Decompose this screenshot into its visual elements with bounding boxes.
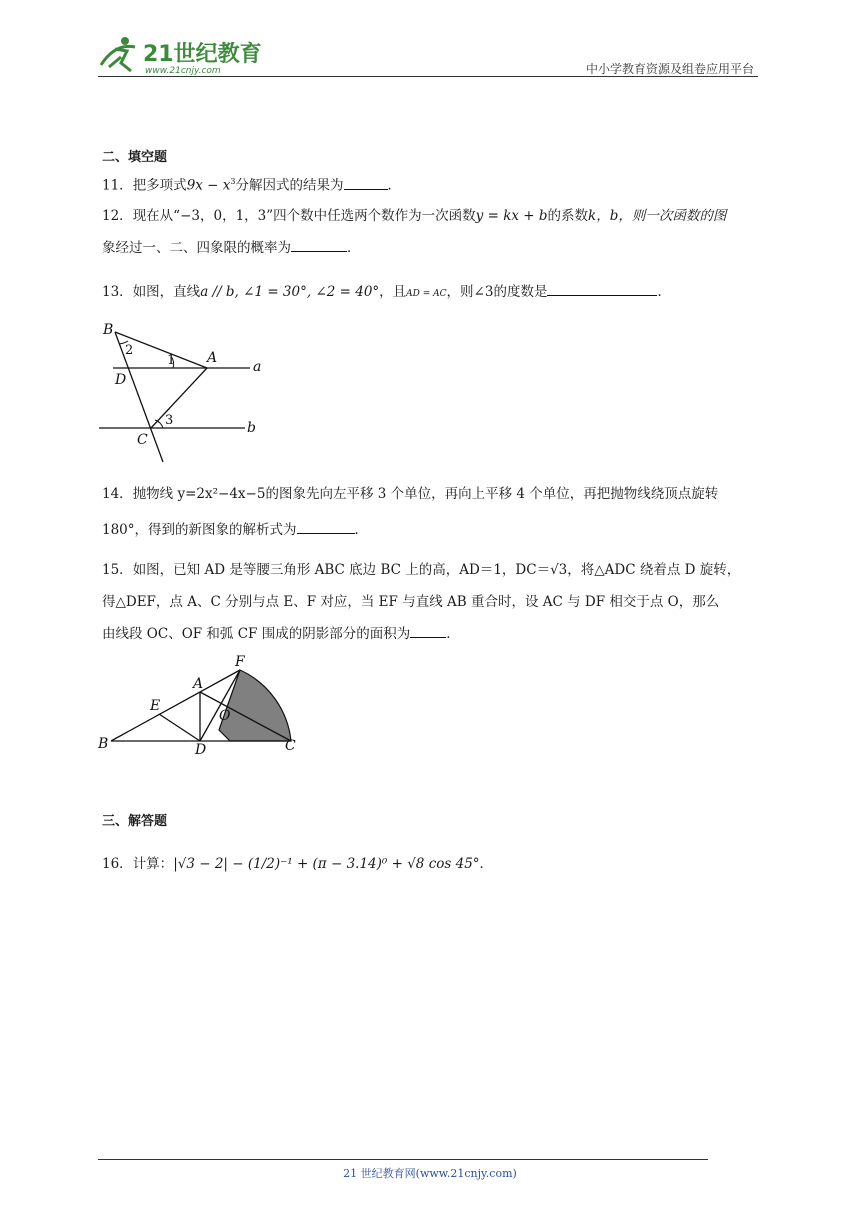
fig13-label-a: a <box>253 359 262 375</box>
answer-blank-12 <box>291 239 347 252</box>
fig13-label-3: 3 <box>165 413 174 428</box>
answer-blank-14 <box>297 521 355 534</box>
fig13-label-b: b <box>247 420 256 436</box>
section-title-fill: 二、填空题 <box>102 150 168 165</box>
fig15-label-D: D <box>195 742 207 758</box>
question-16: 16．计算：|√3 − 2| − (1/2)⁻¹ + (π − 3.14)⁰ + √8 cos 45°． <box>102 856 494 872</box>
fig13-label-B: B <box>103 322 114 338</box>
q11-expression: 9x − x <box>186 177 231 194</box>
fig15-label-F: F <box>235 654 245 670</box>
fig15-label-O: O <box>219 708 231 724</box>
logo-url: www.21cnjy.com <box>145 66 221 76</box>
q16-expression: |√3 − 2| − (1/2)⁻¹ + (π − 3.14)⁰ + √8 cos 45° <box>173 856 480 872</box>
fig15-label-A: A <box>193 676 204 692</box>
logo-text: 21世纪教育 <box>143 42 262 67</box>
site-logo <box>95 33 265 77</box>
fig13-label-2: 2 <box>125 343 134 358</box>
figure-15 <box>95 652 310 758</box>
header-divider <box>98 76 758 77</box>
answer-blank-11 <box>344 177 388 190</box>
fig13-label-A: A <box>207 350 218 366</box>
question-11: 11．把多项式$9x - x^3$分解因式的结果为 ． <box>102 177 401 194</box>
question-14: 14．抛物线 y=2x²−4x−5的图象先向左平移 3 个单位，再向上平移 4 个单位，再把抛物线绕顶点旋转 180°，得到的新图象的解析式为 ． <box>102 486 719 538</box>
fig13-label-C: C <box>137 432 148 448</box>
footer-divider <box>98 1159 708 1160</box>
footer-link[interactable]: 21 世纪教育网(www.21cnjy.com) <box>343 1167 517 1180</box>
question-13: 13．如图，直线a // b, ∠1 = 30°, ∠2 = 40°，且AD = AC，则∠3的度数是 ． <box>102 284 671 300</box>
figure-13 <box>95 316 275 466</box>
answer-blank-15 <box>410 625 446 638</box>
fig15-label-B: B <box>98 736 109 752</box>
header-platform-text: 中小学教育资源及组卷应用平台 <box>585 62 754 76</box>
fig15-label-E: E <box>150 698 161 714</box>
section-title-answer: 三、解答题 <box>102 814 168 829</box>
fig13-label-D: D <box>115 372 127 388</box>
fig15-label-C: C <box>285 738 296 754</box>
question-15: 15．如图，已知 AD 是等腰三角形 ABC 底边 BC 上的高，AD＝1，DC＝√3，将△ADC 绕着点 D 旋转， 得△DEF，点 A、C 分别与点 E、F 对应，当 EF 与直线 AB 重合时，设 AC 与 DF 相交于点 O，那么 由线段 OC、OF 和弧 CF 围成的阴影部分的面积为 ． <box>102 562 741 642</box>
question-12: 12．现在从“−3，0，1，3”四个数中任选两个数作为一次函数y = kx + b的系数k，b，则一次函数的图 象经过一、二、四象限的概率为 ． <box>102 208 727 256</box>
answer-blank-13 <box>547 283 657 296</box>
shaded-region <box>219 670 291 741</box>
fig13-label-1: 1 <box>167 353 176 368</box>
